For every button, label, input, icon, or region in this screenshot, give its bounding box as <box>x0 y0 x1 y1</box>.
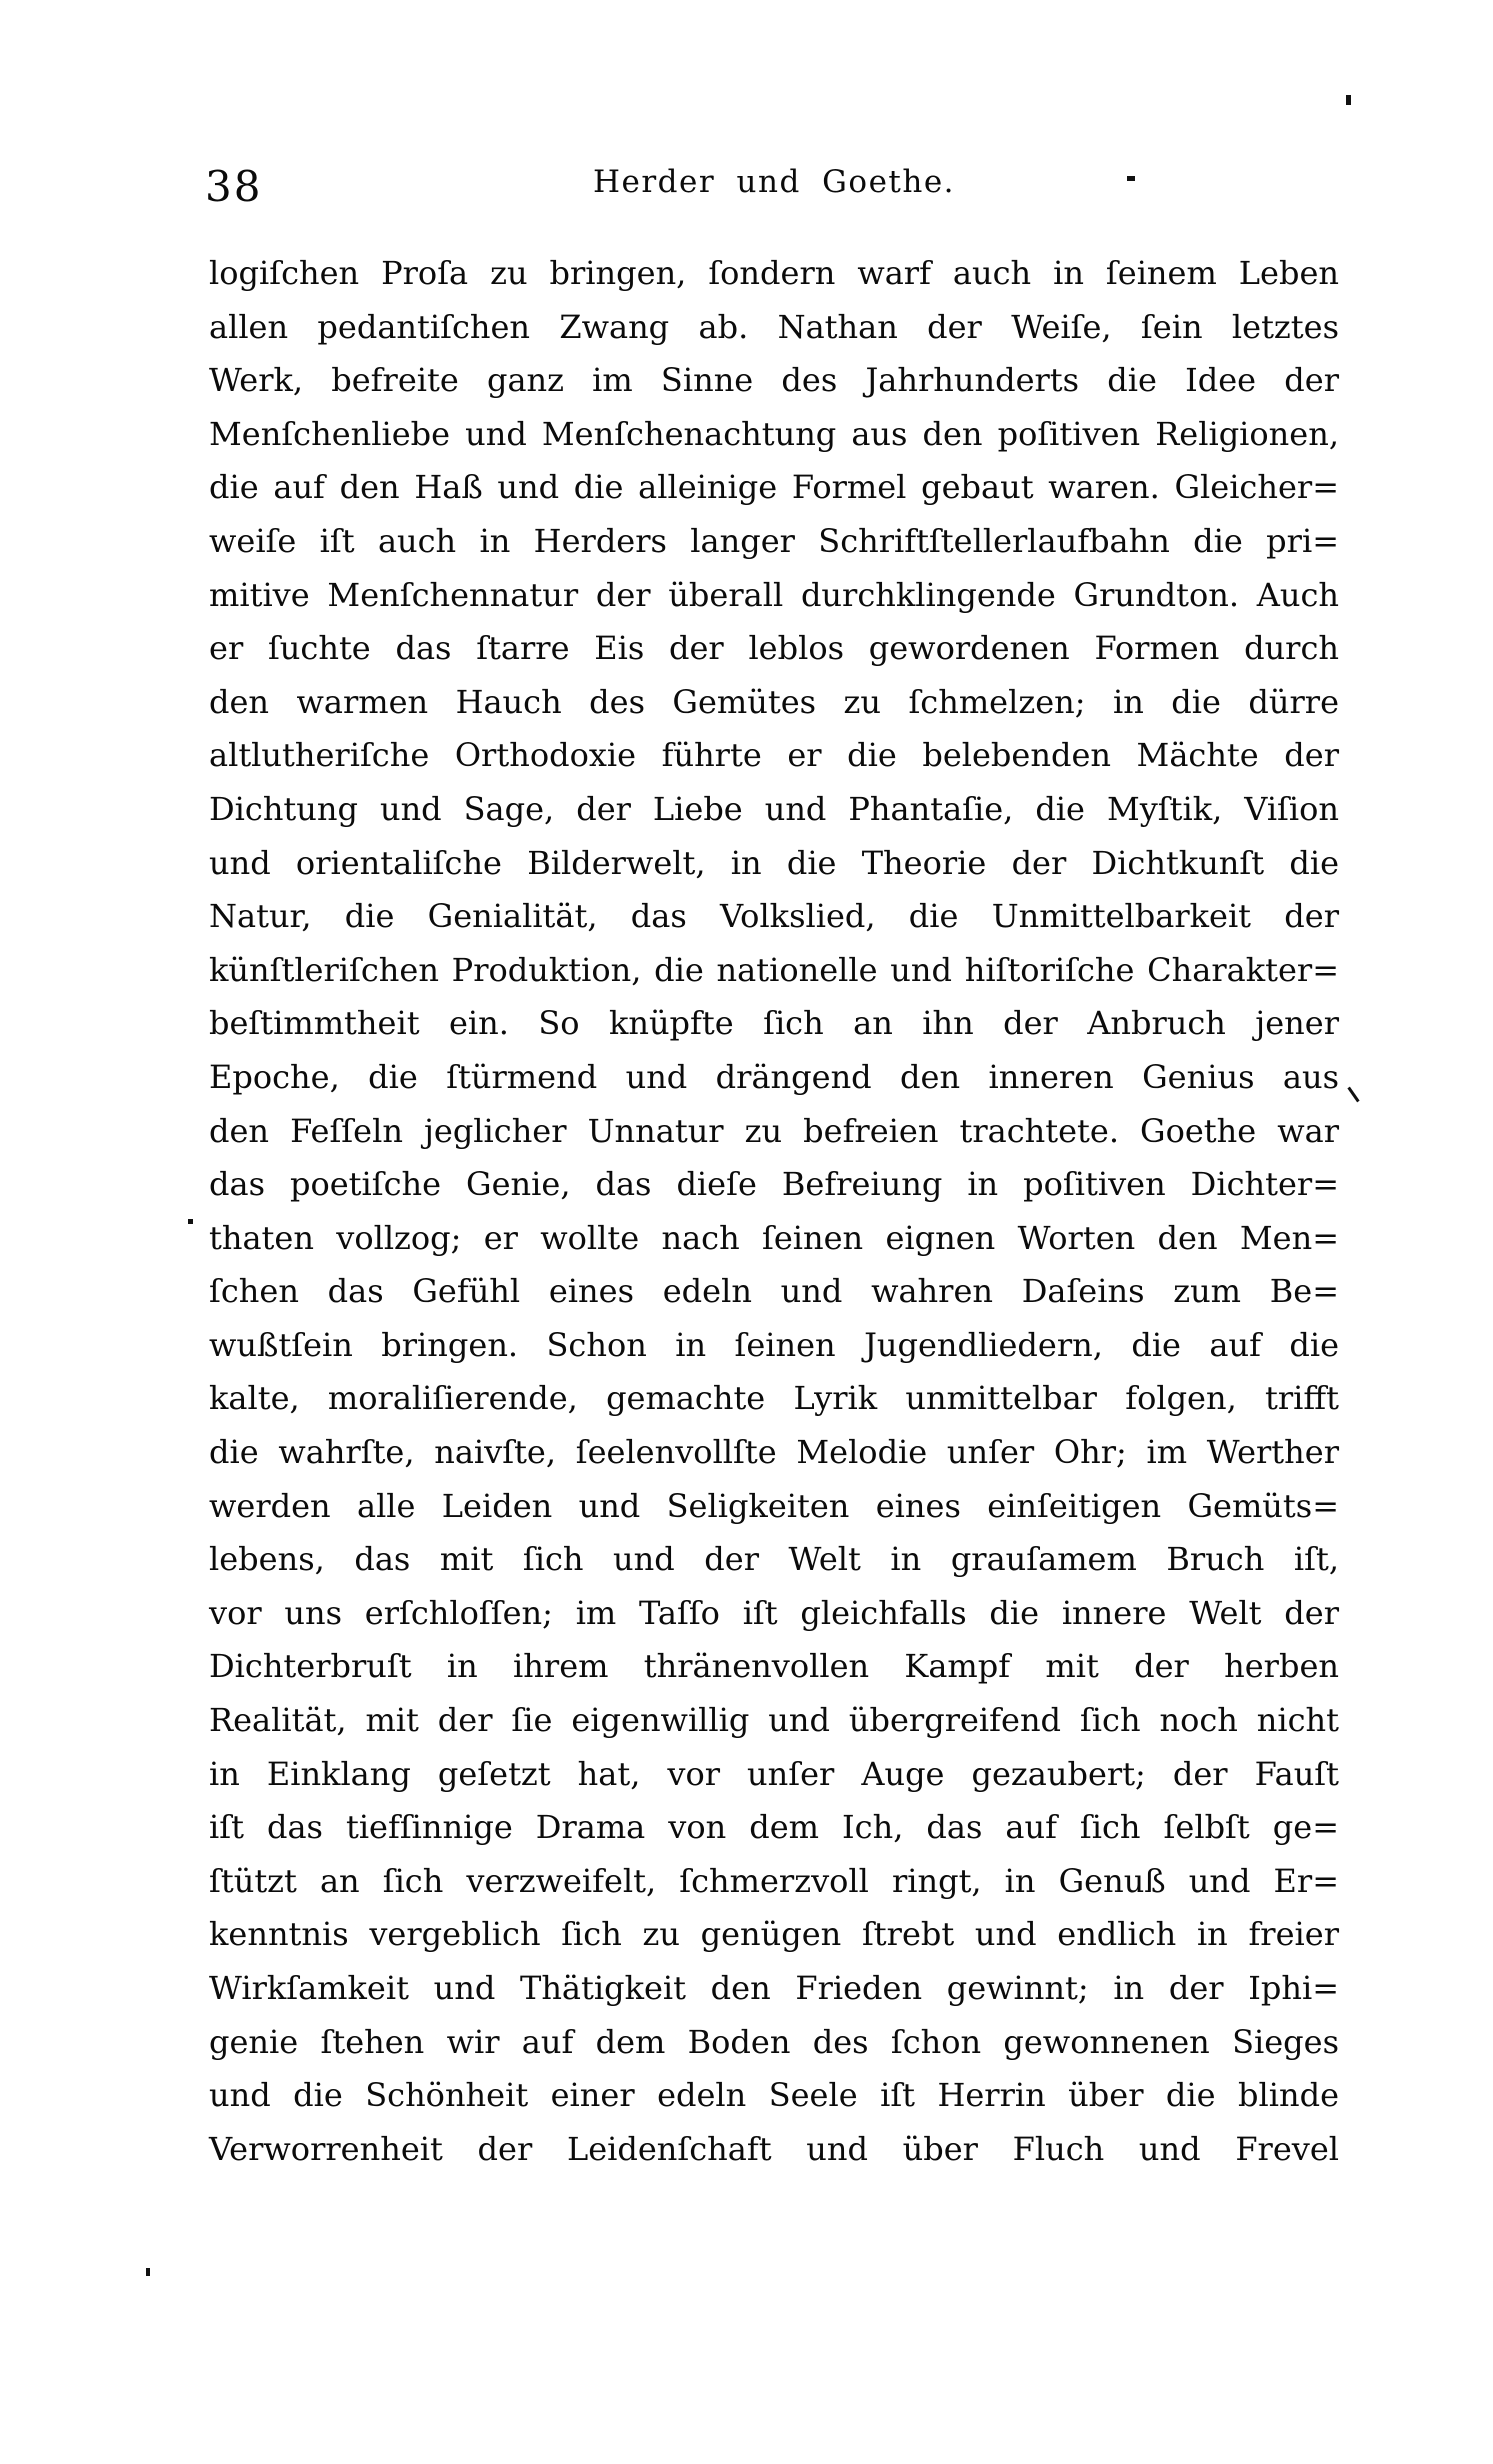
ink-speck <box>146 2268 150 2276</box>
ink-speck <box>188 1219 193 1224</box>
text-line: altlutheriſche Orthodoxie führte er die belebenden Mächte der <box>209 736 1339 775</box>
text-line: den warmen Hauch des Gemütes zu ſchmelzen; in die dürre <box>209 682 1339 721</box>
text-line: beſtimmtheit ein. So knüpfte ſich an ihn der Anbruch jener <box>209 1004 1339 1043</box>
text-line: Wirkſamkeit und Thätigkeit den Frieden gewinnt; in der Iphi= <box>209 1969 1339 2007</box>
text-line: Epoche, die ſtürmend und drängend den inneren Genius aus <box>209 1057 1339 1096</box>
text-line: thaten vollzog; er wollte nach ſeinen eignen Worten den Men= <box>209 1218 1339 1257</box>
text-line: lebens, das mit ſich und der Welt in grauſamem Bruch iſt, <box>209 1540 1339 1579</box>
text-line: und die Schönheit einer edeln Seele iſt Herrin über die blinde <box>209 2076 1339 2115</box>
text-line: Verworrenheit der Leidenſchaft und über Fluch und Frevel <box>209 2129 1339 2168</box>
text-line: Realität, mit der ſie eigenwillig und übergreifend ſich noch nicht <box>209 1701 1339 1740</box>
text-line: logiſchen Proſa zu bringen, ſondern warf auch in ſeinem Leben <box>209 254 1339 292</box>
text-line: genie ſtehen wir auf dem Boden des ſchon gewonnenen Sieges <box>209 2022 1339 2061</box>
text-line: wußtſein bringen. Schon in ſeinen Jugendliedern, die auf die <box>209 1325 1339 1364</box>
text-line: allen pedantiſchen Zwang ab. Nathan der Weiſe, ſein letztes <box>209 307 1339 346</box>
text-line: er ſuchte das ſtarre Eis der leblos gewordenen Formen durch <box>209 629 1339 668</box>
text-line: Dichterbruſt in ihrem thränenvollen Kampf mit der herben <box>209 1647 1339 1686</box>
text-line: weiſe iſt auch in Herders langer Schriftſtellerlaufbahn die pri= <box>209 521 1339 560</box>
running-header: Herder und Goethe. <box>592 164 956 200</box>
text-line: die wahrſte, naivſte, ſeelenvollſte Melodie unſer Ohr; im Werther <box>209 1433 1339 1472</box>
text-line: iſt das tiefſinnige Drama von dem Ich, das auf ſich ſelbſt ge= <box>209 1808 1339 1847</box>
text-line: ſtützt an ſich verzweifelt, ſchmerzvoll ringt, in Genuß und Er= <box>209 1861 1339 1900</box>
text-line: Natur, die Genialität, das Volkslied, die Unmittelbarkeit der <box>209 897 1339 936</box>
page-number: 38 <box>205 162 263 211</box>
text-line: ſchen das Gefühl eines edeln und wahren Daſeins zum Be= <box>209 1272 1339 1311</box>
text-line: kalte, moraliſierende, gemachte Lyrik unmittelbar folgen, trifft <box>209 1379 1339 1418</box>
scan-stroke-artifact <box>1347 1087 1359 1103</box>
text-line: die auf den Haß und die alleinige Formel gebaut waren. Gleicher= <box>209 468 1339 507</box>
ink-speck <box>1346 95 1351 105</box>
text-line: das poetiſche Genie, das dieſe Befreiung in poſitiven Dichter= <box>209 1165 1339 1204</box>
text-line: mitive Menſchennatur der überall durchklingende Grundton. Auch <box>209 575 1339 614</box>
text-line: Menſchenliebe und Menſchenachtung aus den poſitiven Religionen, <box>209 414 1339 453</box>
text-line: Werk, befreite ganz im Sinne des Jahrhunderts die Idee der <box>209 361 1339 400</box>
ink-speck <box>1127 176 1135 181</box>
text-line: Dichtung und Sage, der Liebe und Phantaſie, die Myſtik, Viſion <box>209 789 1339 828</box>
text-line: in Einklang geſetzt hat, vor unſer Auge gezaubert; der Fauſt <box>209 1754 1339 1793</box>
text-line: kenntnis vergeblich ſich zu genügen ſtrebt und endlich in freier <box>209 1915 1339 1954</box>
text-line: und orientaliſche Bilderwelt, in die Theorie der Dichtkunſt die <box>209 843 1339 882</box>
body-text <box>209 247 1339 2176</box>
text-line: den Feſſeln jeglicher Unnatur zu befreien trachtete. Goethe war <box>209 1111 1339 1150</box>
text-line: werden alle Leiden und Seligkeiten eines einſeitigen Gemüts= <box>209 1486 1339 1525</box>
text-line: künſtleriſchen Produktion, die nationelle und hiſtoriſche Charakter= <box>209 950 1339 989</box>
text-line: vor uns erſchloſſen; im Taſſo iſt gleichfalls die innere Welt der <box>209 1593 1339 1632</box>
